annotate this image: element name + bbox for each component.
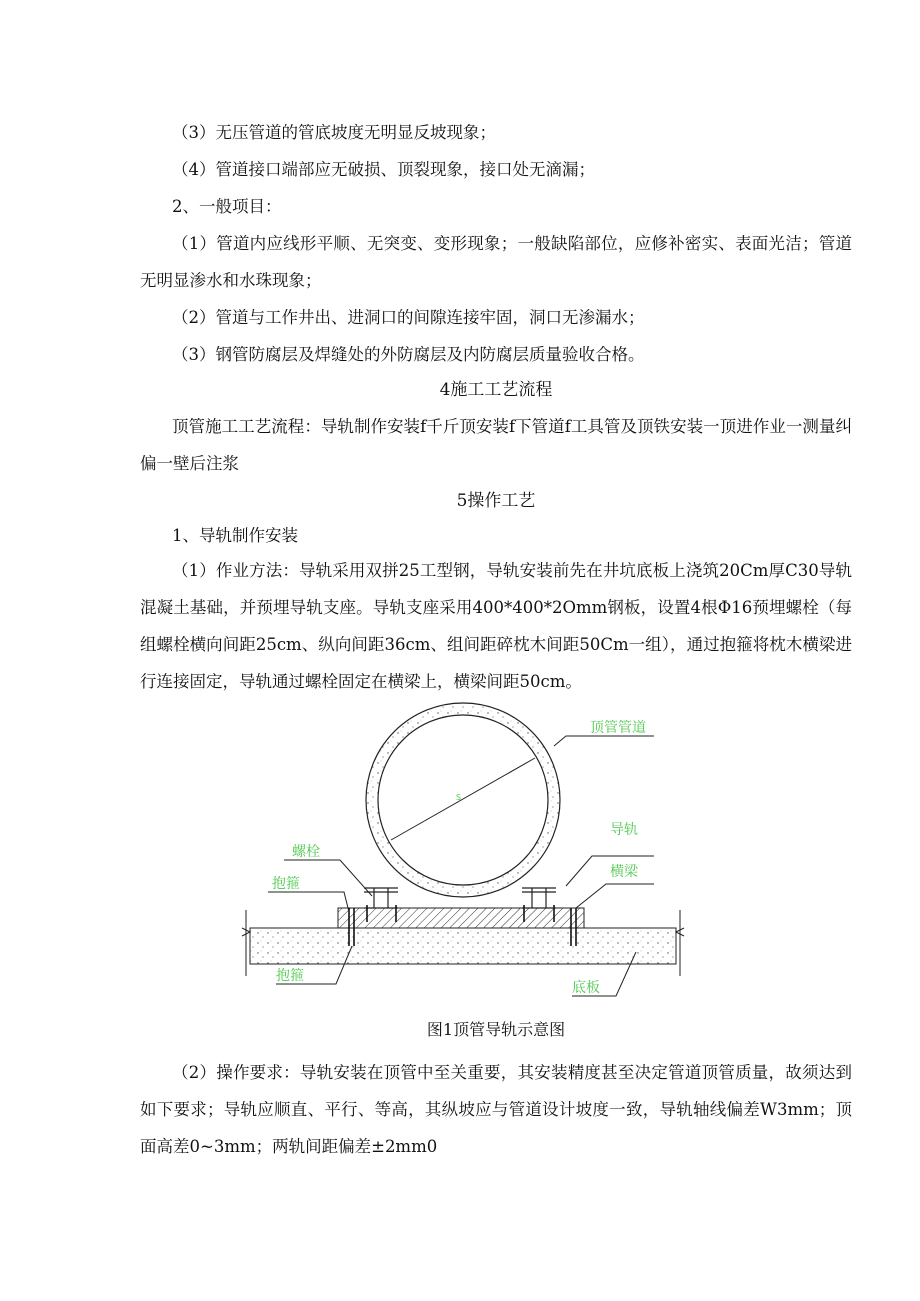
figure-caption: 图1顶管导轨示意图 (426, 1020, 566, 1039)
svg-text:S: S (456, 793, 462, 802)
label-pipe: 顶管管道 (590, 720, 646, 736)
label-hoop-bottom: 抱箍 (276, 968, 304, 984)
paragraph-no-reverse-slope: （3）无压管道的管底坡度无明显反坡现象； (172, 123, 496, 142)
label-beam: 横梁 (610, 864, 638, 880)
label-bolt: 螺栓 (292, 844, 320, 860)
section-heading-operation: 5操作工艺 (456, 491, 536, 511)
paragraph-rail-method: （1）作业方法：导轨采用双拼25工型钢，导轨安装前先在井坑底板上浇筑20Cm厚C30导轨混凝土基础，并预埋导轨支座。导轨支座采用400*400*2Omm钢板，设置4根Φ16预埋螺栓（每组螺栓横向间距25cm、纵向间距36cm、组间距碎枕木间距50Cm一组），通过抱箍将枕木横梁进行连接固定，导轨通过螺栓固定在横梁上，横梁间距50cm。 (140, 561, 852, 691)
pipe-section (366, 703, 560, 897)
label-hoop-top: 抱箍 (272, 876, 300, 892)
paragraph-anticorrosion: （3）钢管防腐层及焊缝处的外防腐层及内防腐层质量验收合格。 (172, 345, 645, 364)
paragraph-rail-install-title: 1、导轨制作安装 (172, 526, 298, 545)
paragraph-joint-integrity: （4）管道接口端部应无破损、顶裂现象，接口处无滴漏； (172, 160, 595, 179)
rail-left (364, 888, 398, 908)
label-rail: 导轨 (610, 822, 638, 838)
rail-diagram (236, 700, 688, 1004)
paragraph-pipe-alignment: （1）管道内应线形平顺、无突变、变形现象；一般缺陷部位，应修补密实、表面光洁；管道无明显渗水和水珠现象； (140, 234, 852, 290)
paragraph-shaft-gap: （2）管道与工作井出、进洞口的间隙连接牢固，洞口无渗漏水； (172, 308, 645, 327)
section-heading-process-flow: 4施工工艺流程 (439, 380, 553, 400)
label-base: 底板 (572, 980, 600, 996)
paragraph-process-flow: 顶管施工工艺流程：导轨制作安装f千斤顶安装f下管道f工具管及顶铁安装一顶进作业一测量纠偏一壁后注浆 (140, 417, 852, 473)
paragraph-general-items: 2、一般项目： (172, 197, 282, 216)
paragraph-operation-requirements: （2）操作要求：导轨安装在顶管中至关重要，其安装精度甚至决定管道顶管质量，故须达到如下要求；导轨应顺直、平行、等高，其纵坡应与管道设计坡度一致，导轨轴线偏差W3mm；顶面高差0~3mm；两轨间距偏差±2mm0 (140, 1063, 852, 1156)
rail-diagram-figure (236, 700, 688, 1004)
cross-beam (338, 908, 584, 928)
rail-right (522, 888, 556, 908)
